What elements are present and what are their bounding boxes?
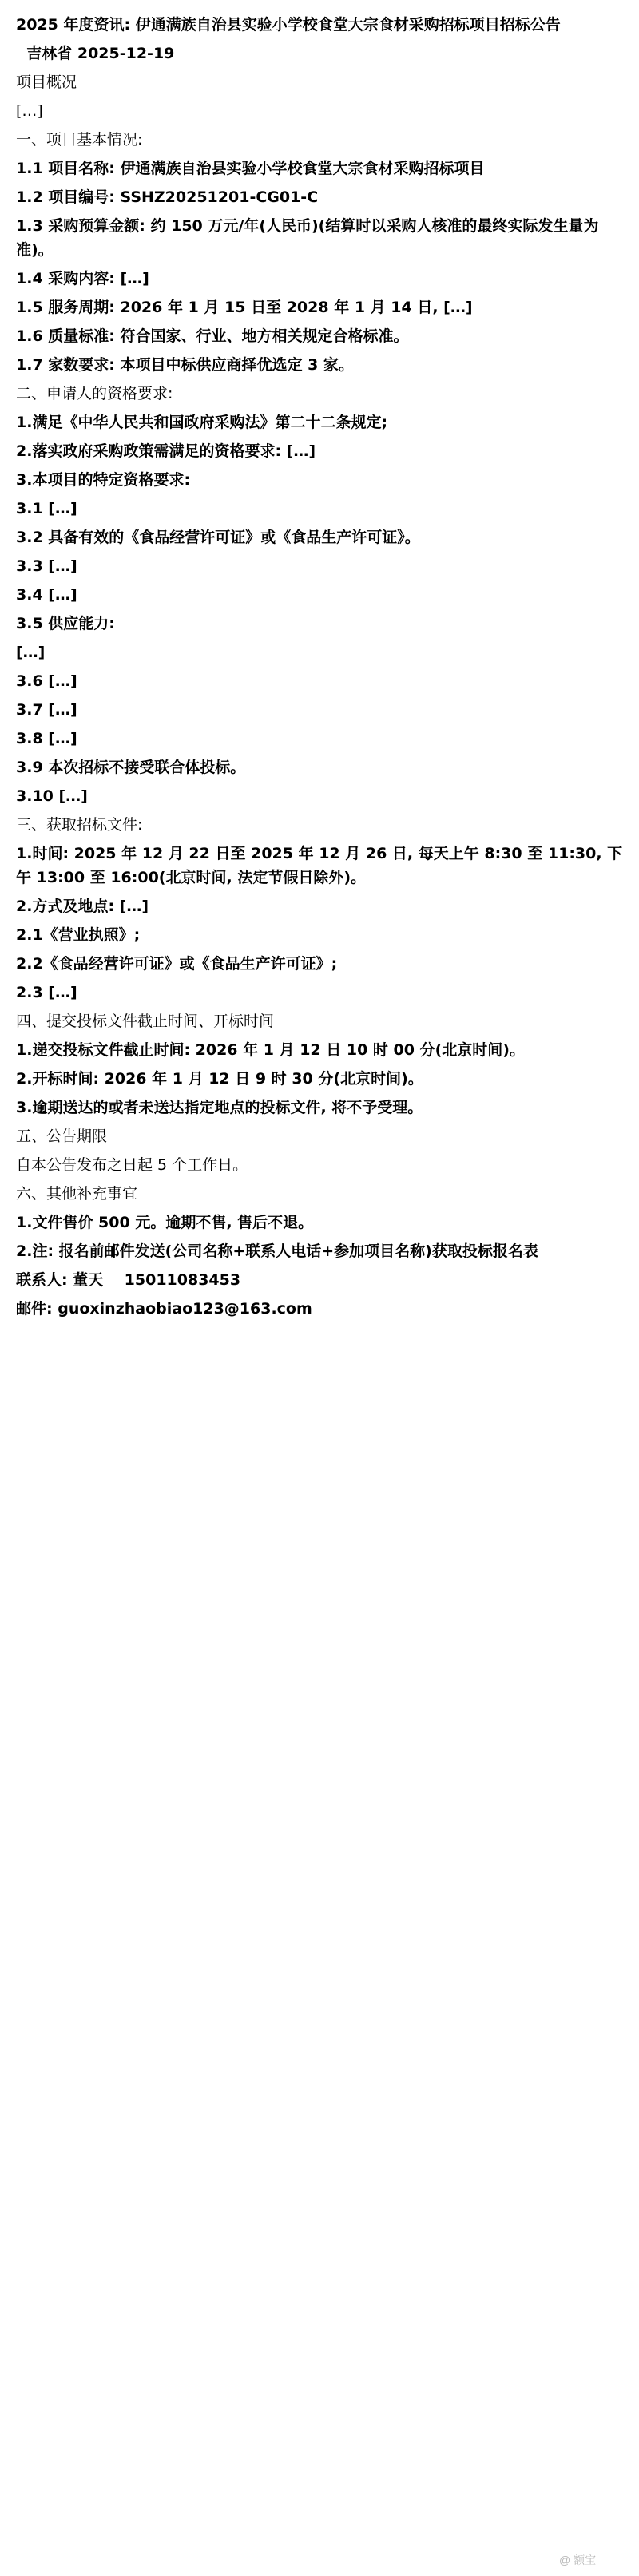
document-line: 3.9 本次招标不接受联合体投标。 (16, 759, 246, 776)
document-line: 3.8 […] (16, 730, 77, 747)
document-line: 项目概况 (16, 73, 77, 91)
document-line: 2.开标时间: 2026 年 1 月 12 日 9 时 30 分(北京时间)。 (16, 1070, 423, 1088)
document-line: 2.1《营业执照》; (16, 926, 141, 944)
document-line: 自本公告发布之日起 5 个工作日。 (16, 1156, 248, 1174)
document-line: 1.文件售价 500 元。逾期不售, 售后不退。 (16, 1214, 314, 1231)
document-line: 三、获取招标文件: (16, 816, 143, 834)
document-line: 联系人: 董天 15011083453 (16, 1271, 241, 1289)
document-line: […] (16, 644, 46, 661)
document-line: 1.1 项目名称: 伊通满族自治县实验小学校食堂大宗食材采购招标项目 (16, 160, 485, 177)
document-line: 1.满足《中华人民共和国政府采购法》第二十二条规定; (16, 414, 388, 431)
document-line: 2.注: 报名前邮件发送(公司名称+联系人电话+参加项目名称)获取投标报名表 (16, 1242, 538, 1260)
document-line: 1.5 服务周期: 2026 年 1 月 15 日至 2028 年 1 月 14 日, […] (16, 299, 473, 316)
document-line: […] (16, 102, 43, 120)
document-line: 3.3 […] (16, 557, 77, 575)
document-line: 1.递交投标文件截止时间: 2026 年 1 月 12 日 10 时 00 分(北京时间)。 (16, 1041, 525, 1059)
document-line: 六、其他补充事宜 (16, 1185, 138, 1203)
document-line: 一、项目基本情况: (16, 131, 143, 149)
watermark-text: @ 额宝 (559, 2554, 597, 2566)
document-title: 2025 年度资讯: 伊通满族自治县实验小学校食堂大宗食材采购招标项目招标公告 (16, 16, 561, 34)
document-line: 3.4 […] (16, 586, 77, 604)
document-line: 二、申请人的资格要求: (16, 385, 173, 402)
document-line: 2.3 […] (16, 984, 77, 1001)
document-line: 五、公告期限 (16, 1127, 108, 1145)
document-line: 3.本项目的特定资格要求: (16, 471, 191, 489)
document-line: 3.5 供应能力: (16, 615, 115, 632)
document-line: 2.2《食品经营许可证》或《食品生产许可证》; (16, 955, 338, 973)
document-line: 3.6 […] (16, 672, 77, 690)
document-line: 1.6 质量标准: 符合国家、行业、地方相关规定合格标准。 (16, 327, 409, 345)
document-line: 2.落实政府采购政策需满足的资格要求: […] (16, 442, 316, 460)
document-line: 1.4 采购内容: […] (16, 270, 149, 287)
document-line: 四、提交投标文件截止时间、开标时间 (16, 1013, 275, 1030)
document-line: 3.逾期送达的或者未送达指定地点的投标文件, 将不予受理。 (16, 1099, 423, 1116)
document-line: 1.3 采购预算金额: 约 150 万元/年(人民币)(结算时以采购人核准的最终实际发生量为准)。 (16, 217, 599, 259)
document-line: 吉林省 2025-12-19 (16, 45, 175, 62)
document-line: 3.10 […] (16, 787, 88, 805)
document-line: 邮件: guoxinzhaobiao123@163.com (16, 1300, 312, 1318)
document-line: 1.时间: 2025 年 12 月 22 日至 2025 年 12 月 26 日, 每天上午 8:30 至 11:30, 下午 13:00 至 16:00(北京时间, 法定节假日除外)。 (16, 845, 623, 886)
document-line: 1.7 家数要求: 本项目中标供应商择优选定 3 家。 (16, 356, 354, 374)
document-line: 3.1 […] (16, 500, 77, 517)
document-line: 2.方式及地点: […] (16, 898, 149, 915)
document-line: 3.2 具备有效的《食品经营许可证》或《食品生产许可证》。 (16, 529, 420, 546)
document-line: 1.2 项目编号: SSHZ20251201-CG01-C (16, 188, 319, 206)
document-line: 3.7 […] (16, 701, 77, 719)
